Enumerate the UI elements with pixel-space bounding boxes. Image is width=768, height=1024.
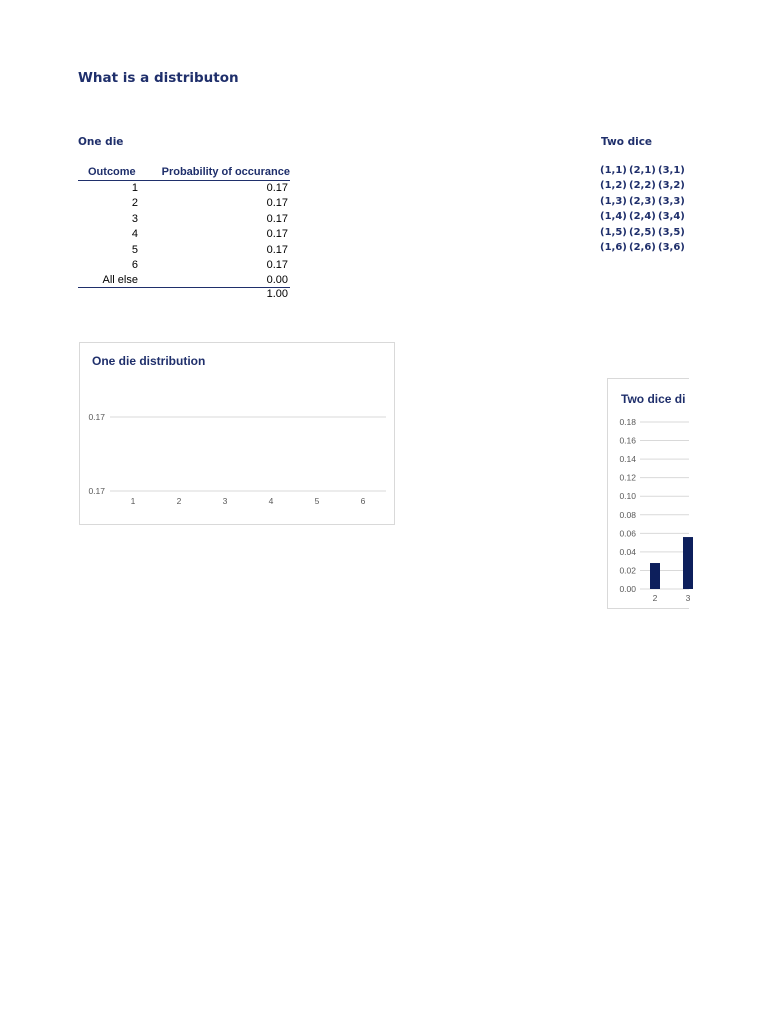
outcome-cell: 6 xyxy=(131,258,138,271)
probability-cell: 0.17 xyxy=(266,258,288,271)
outcome-pair: (2,6) xyxy=(629,241,656,253)
y-tick-label: 0.02 xyxy=(619,565,636,576)
outcome-cell: All else xyxy=(102,274,138,287)
y-tick-label: 0.00 xyxy=(619,584,636,594)
two-dice-plot xyxy=(608,379,689,608)
outcome-pair: (2,5) xyxy=(629,226,656,238)
outcome-pair: (1,3) xyxy=(600,195,627,207)
outcome-pair: (2,3) xyxy=(629,195,656,207)
one-die-label: One die xyxy=(78,136,124,148)
outcome-row xyxy=(600,165,687,180)
y-tick-label: 0.10 xyxy=(619,491,636,502)
x-tick-label: 2 xyxy=(176,496,182,506)
x-tick-label: 5 xyxy=(314,496,320,506)
probability-total: 1.00 xyxy=(266,288,288,300)
bar xyxy=(683,537,693,589)
two-dice-outcomes xyxy=(600,165,687,257)
one-die-plot xyxy=(80,343,394,524)
table-row xyxy=(78,196,290,211)
outcome-pair: (1,6) xyxy=(600,241,627,253)
total-rule xyxy=(78,287,290,288)
page-title: What is a distributon xyxy=(78,70,239,86)
outcome-row xyxy=(600,196,687,211)
probability-cell: 0.17 xyxy=(266,228,288,241)
outcome-cell: 2 xyxy=(131,197,138,210)
table-header xyxy=(78,165,290,181)
table-row xyxy=(78,212,290,227)
outcome-pair: (3,4) xyxy=(658,211,685,223)
outcome-pair: (2,2) xyxy=(629,180,656,192)
outcome-pair: (1,1) xyxy=(600,165,627,176)
y-tick-label: 0.04 xyxy=(619,546,636,557)
x-tick-label: 4 xyxy=(268,496,274,506)
y-tick-label: 0.06 xyxy=(619,528,636,539)
y-tick-label: 0.18 xyxy=(619,417,636,427)
outcome-row xyxy=(600,211,687,226)
probability-header: Probability of occurance xyxy=(161,166,290,178)
chart-title: One die distribution xyxy=(92,354,206,368)
two-dice-chart[interactable] xyxy=(607,378,689,609)
y-tick-label: 0.08 xyxy=(619,509,636,520)
probability-cell: 0.17 xyxy=(266,212,288,225)
outcome-pair: (1,5) xyxy=(600,226,627,238)
outcome-cell: 1 xyxy=(131,182,138,194)
x-tick-label: 3 xyxy=(685,593,691,603)
x-tick-label: 6 xyxy=(360,496,366,506)
table-row xyxy=(78,181,290,196)
outcome-pair: (1,2) xyxy=(600,180,627,192)
outcome-pair: (3,3) xyxy=(658,195,685,207)
two-dice-label: Two dice xyxy=(601,136,653,148)
outcome-row xyxy=(600,227,687,242)
x-tick-label: 2 xyxy=(652,593,658,603)
outcome-row xyxy=(600,180,687,195)
outcome-pair: (3,6) xyxy=(658,241,685,253)
outcome-cell: 4 xyxy=(131,228,138,241)
y-tick-label: 0.12 xyxy=(619,472,636,483)
one-die-chart[interactable] xyxy=(79,342,395,525)
outcome-row xyxy=(600,242,687,257)
x-tick-label: 1 xyxy=(130,496,136,506)
bar xyxy=(650,563,660,589)
outcome-pair: (2,1) xyxy=(629,165,656,176)
table-row xyxy=(78,243,290,258)
probability-cell: 0.17 xyxy=(266,182,288,194)
outcome-cell: 3 xyxy=(131,212,138,225)
outcome-pair: (3,1) xyxy=(658,165,685,176)
y-tick-label: 0.14 xyxy=(619,454,636,465)
outcome-header: Outcome xyxy=(88,166,136,178)
x-tick-label: 3 xyxy=(222,496,228,506)
one-die-table xyxy=(78,165,290,300)
probability-cell: 0.17 xyxy=(266,243,288,256)
chart-title: Two dice di xyxy=(621,392,686,406)
outcome-pair: (2,4) xyxy=(629,211,656,223)
outcome-cell: 5 xyxy=(131,243,138,256)
outcome-pair: (3,2) xyxy=(658,180,685,192)
outcome-pair: (1,4) xyxy=(600,211,627,223)
table-row xyxy=(78,227,290,242)
probability-cell: 0.17 xyxy=(266,197,288,210)
table-row xyxy=(78,258,290,273)
y-tick-label: 0.16 xyxy=(619,435,636,446)
outcome-pair: (3,5) xyxy=(658,226,685,238)
y-tick-label: 0.17 xyxy=(88,412,105,422)
probability-cell: 0.00 xyxy=(266,274,288,287)
y-tick-label: 0.17 xyxy=(88,486,105,496)
